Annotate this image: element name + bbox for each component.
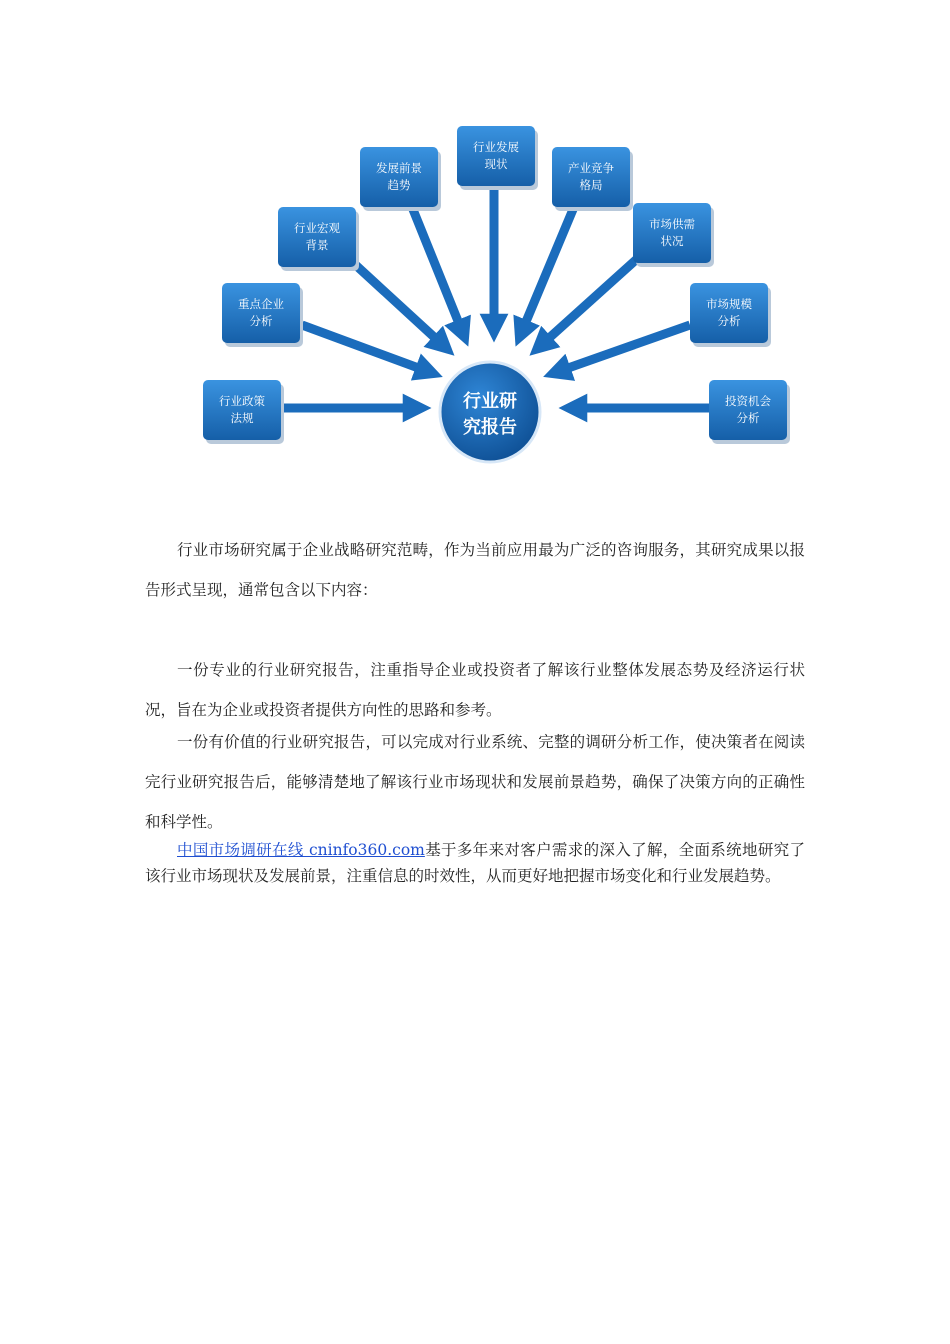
box-label-line1: 市场供需 [649, 217, 695, 231]
box-supply-demand [633, 203, 714, 267]
company-link[interactable]: 中国市场调研在线 cninfo360.com [177, 841, 425, 859]
box-label-line1: 投资机会 [725, 394, 771, 408]
box-label-line1: 行业政策 [219, 394, 265, 408]
arrow-market-size [554, 325, 690, 373]
box-rect [203, 380, 281, 440]
box-label-line2: 格局 [579, 178, 603, 192]
box-rect [709, 380, 787, 440]
box-label-line1: 市场规模 [706, 297, 752, 311]
box-prospect [360, 147, 441, 211]
box-label-line1: 行业发展 [473, 140, 519, 154]
box-label-line2: 法规 [230, 411, 254, 425]
box-rect [278, 207, 356, 267]
box-competition [552, 147, 633, 211]
research-report-diagram [190, 115, 800, 485]
box-label-line2: 背景 [305, 238, 329, 252]
box-key-enterprise [222, 283, 303, 347]
box-rect [360, 147, 438, 207]
professional-report-paragraph: 一份专业的行业研究报告，注重指导企业或投资者了解该行业整体发展态势及经济运行状况，旨在为企业或投资者提供方向性的思路和参考。 [145, 661, 805, 719]
box-macro [278, 207, 359, 271]
arrow-supply-demand [538, 258, 638, 348]
box-rect [690, 283, 768, 343]
box-label-line2: 现状 [484, 157, 508, 171]
box-status [457, 126, 538, 190]
box-rect [222, 283, 300, 343]
box-rect [457, 126, 535, 186]
box-label-line1: 重点企业 [238, 297, 284, 311]
center-circle [440, 362, 540, 462]
valuable-report-paragraph: 一份有价值的行业研究报告，可以完成对行业系统、完整的调研分析工作，使决策者在阅读完行业研究报告后，能够清楚地了解该行业市场现状和发展前景趋势，确保了决策方向的正确性和科学性。 [145, 733, 805, 831]
company-paragraph-text: 基于多年来对客户需求的深入了解，全面系统地研究了该行业市场现状及发展前景，注重信息的时效性，从而更好地把握市场变化和行业发展趋势。 [145, 841, 805, 885]
arrow-competition [520, 207, 574, 336]
box-policy [203, 380, 284, 444]
box-label-line2: 分析 [717, 314, 741, 328]
center-label-line2: 究报告 [463, 417, 517, 438]
box-rect [552, 147, 630, 207]
box-label-line2: 状况 [660, 234, 684, 248]
center-label-line1: 行业研 [463, 391, 517, 412]
box-market-size [690, 283, 771, 347]
box-label-line2: 趋势 [387, 178, 411, 192]
box-label-line1: 产业竞争 [568, 161, 614, 175]
arrow-macro [348, 258, 446, 348]
box-label-line2: 分析 [249, 314, 273, 328]
box-label-line1: 行业宏观 [294, 221, 340, 235]
arrow-key-enterprise [302, 325, 432, 373]
box-label-line2: 分析 [736, 411, 760, 425]
company-paragraph [145, 837, 805, 889]
arrow-prospect [412, 207, 464, 336]
box-investment [709, 380, 790, 444]
box-label-line1: 发展前景 [376, 161, 422, 175]
box-rect [633, 203, 711, 263]
intro-paragraph: 行业市场研究属于企业战略研究范畴，作为当前应用最为广泛的咨询服务，其研究成果以报告形式呈现，通常包含以下内容： [145, 541, 805, 599]
